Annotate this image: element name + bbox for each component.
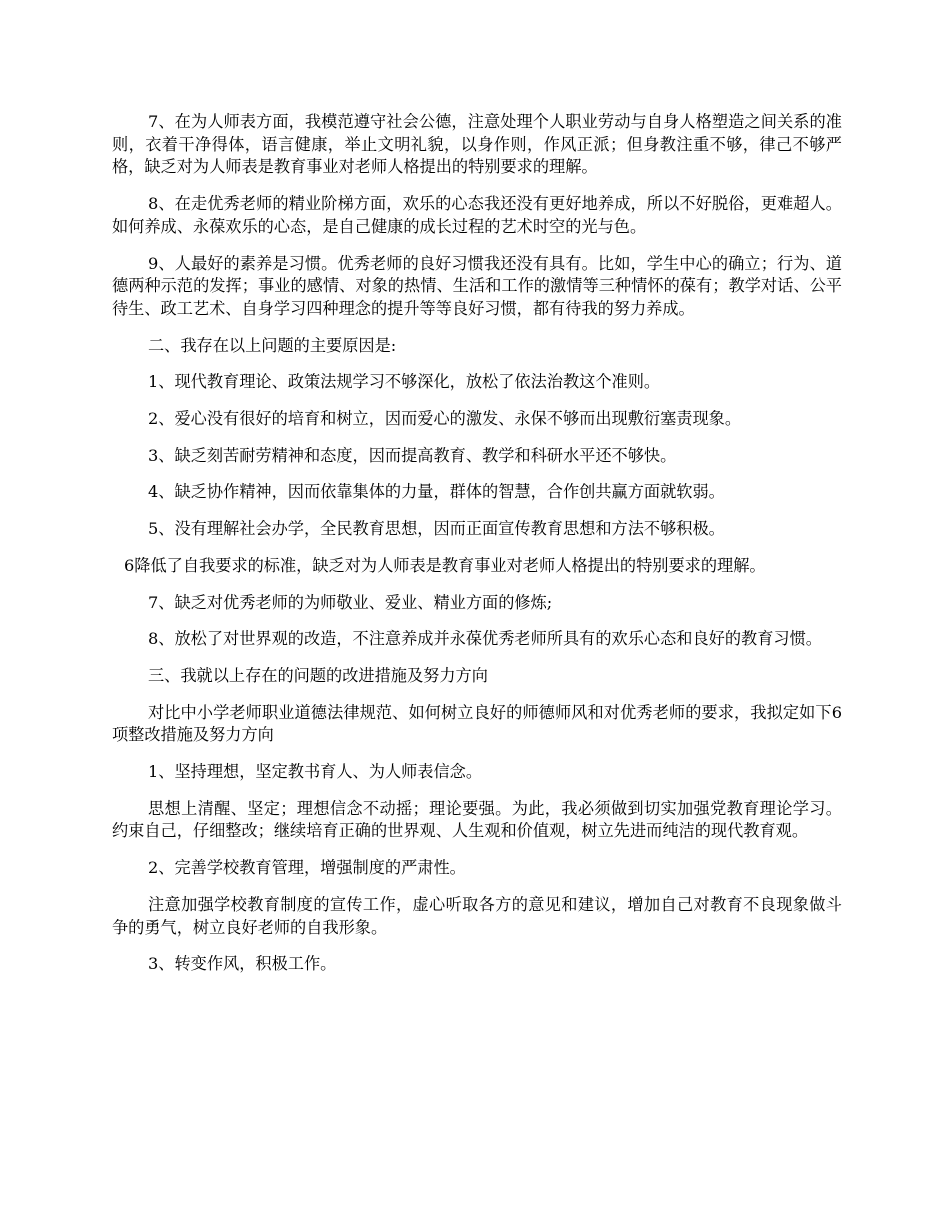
cause-item-8: 8、放松了对世界观的改造，不注意养成并永葆优秀老师所具有的欢乐心态和良好的教育习惯。 — [148, 629, 822, 649]
measure-item-1: 1、坚持理想，坚定教书育人、为人师表信念。 — [148, 762, 483, 782]
measure-item-2-detail: 注意加强学校教育制度的宣传工作，虚心听取各方的意见和建议，增加自己对教育不良现象做斗争的勇气，树立良好老师的自我形象。 — [112, 894, 842, 937]
paragraph-7-teacher-image: 7、在为人师表方面，我模范遵守社会公德，注意处理个人职业劳动与自身人格塑造之间关系的准则，衣着干净得体，语言健康，举止文明礼貌，以身作则，作风正派；但身教注重不够，律己不够严格，缺乏对为人师表是教育事业对老师人格提出的特别要求的理解。 — [112, 112, 842, 177]
cause-item-3: 3、缺乏刻苦耐劳精神和态度，因而提高教育、教学和科研水平还不够快。 — [148, 445, 677, 465]
cause-item-6: 6降低了自我要求的标准，缺乏对为人师表是教育事业对老师人格提出的特别要求的理解。 — [124, 555, 766, 575]
paragraph-9-good-habits: 9、人最好的素养是习惯。优秀老师的良好习惯我还没有具有。比如，学生中心的确立；行为、道德两种示范的发挥；事业的感情、对象的热情、生活和工作的激情等三种情怀的葆有；教学对话、公平待生、政工艺术、自身学习四种理念的提升等等良好习惯，都有待我的努力养成。 — [112, 253, 842, 318]
paragraph-8-excellence-ladder: 8、在走优秀老师的精业阶梯方面，欢乐的心态我还没有更好地养成，所以不好脱俗，更难超人。如何养成、永葆欢乐的心态，是自己健康的成长过程的艺术时空的光与色。 — [112, 194, 842, 236]
cause-item-4: 4、缺乏协作精神，因而依靠集体的力量，群体的智慧，合作创共赢方面就软弱。 — [148, 482, 725, 502]
section-heading-causes: 二、我存在以上问题的主要原因是: — [148, 335, 397, 355]
measure-item-3: 3、转变作风，积极工作。 — [148, 954, 337, 974]
section-heading-measures: 三、我就以上存在的问题的改进措施及努力方向 — [148, 665, 488, 685]
measures-intro: 对比中小学老师职业道德法律规范、如何树立良好的师德师风和对优秀老师的要求，我拟定如下6项整改措施及努力方向 — [112, 702, 842, 745]
document-body — [112, 111, 842, 990]
cause-item-1: 1、现代教育理论、政策法规学习不够深化，放松了依法治教这个准则。 — [148, 372, 661, 392]
cause-item-7: 7、缺乏对优秀老师的为师敬业、爱业、精业方面的修炼; — [148, 592, 553, 612]
cause-item-5: 5、没有理解社会办学，全民教育思想，因而正面宣传教育思想和方法不够积极。 — [148, 519, 725, 539]
measure-item-1-detail: 思想上清醒、坚定；理想信念不动摇；理论要强。为此，我必须做到切实加强党教育理论学习。约束自己，仔细整改；继续培育正确的世界观、人生观和价值观，树立先进而纯洁的现代教育观。 — [112, 798, 842, 841]
cause-item-2: 2、爱心没有很好的培育和树立，因而爱心的激发、永保不够而出现敷衍塞责现象。 — [148, 409, 742, 429]
measure-item-2: 2、完善学校教育管理，增强制度的严肃性。 — [148, 858, 466, 878]
